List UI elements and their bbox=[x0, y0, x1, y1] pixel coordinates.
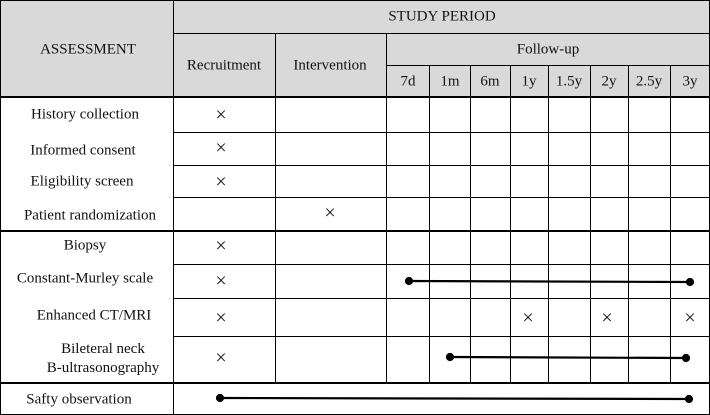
timepoint-6m: 6m bbox=[480, 73, 500, 90]
timepoint-7d: 7d bbox=[400, 73, 416, 90]
row-label-history-collection: History collection bbox=[31, 106, 139, 123]
constant-murley-start-dot bbox=[406, 278, 412, 284]
timepoint-2y: 2y bbox=[601, 73, 617, 90]
constant-murley-period-line bbox=[409, 281, 690, 282]
timepoint-2-5y: 2.5y bbox=[635, 73, 663, 90]
safety-start-dot bbox=[217, 395, 223, 401]
constant-murley-end-dot bbox=[687, 279, 693, 285]
safety-observation-line bbox=[220, 398, 689, 399]
row-label-constant-murley-scale: Constant-Murley scale bbox=[16, 270, 154, 287]
row-label-eligibility-screen: Eligibility screen bbox=[30, 173, 134, 190]
timepoint-1m: 1m bbox=[440, 73, 460, 90]
row-label-biopsy: Biopsy bbox=[63, 237, 107, 254]
ultrasonography-start-dot bbox=[447, 354, 453, 360]
row-label-patient-randomization: Patient randomization bbox=[23, 207, 157, 224]
mark-ct-1y: × bbox=[522, 307, 534, 329]
mark-ct-3y: × bbox=[684, 307, 696, 329]
recruitment-header: Recruitment bbox=[186, 57, 262, 74]
intervention-header: Intervention bbox=[293, 57, 367, 74]
ultrasonography-end-dot bbox=[683, 355, 689, 361]
mark-eligibility-recruitment: × bbox=[215, 171, 227, 193]
assessment-header: ASSESSMENT bbox=[40, 41, 136, 58]
mark-ct-2y: × bbox=[601, 307, 613, 329]
timepoint-3y: 3y bbox=[682, 73, 698, 90]
row-label-bilateral-neck-ultrasonography: Bileteral neck B-ultrasonography bbox=[46, 341, 160, 376]
study-period-header: STUDY PERIOD bbox=[388, 8, 496, 25]
mark-ct-recruitment: × bbox=[215, 307, 227, 329]
timepoint-1y: 1y bbox=[521, 73, 537, 90]
row-label-enhanced-ct-mri: Enhanced CT/MRI bbox=[36, 307, 152, 324]
timepoint-1-5y: 1.5y bbox=[555, 73, 583, 90]
mark-randomization-intervention: × bbox=[324, 202, 336, 224]
mark-ultrasonography-recruitment: × bbox=[215, 347, 227, 369]
row-label-informed-consent: Informed consent bbox=[30, 142, 136, 159]
mark-constant-recruitment: × bbox=[215, 270, 227, 292]
mark-consent-recruitment: × bbox=[215, 137, 227, 159]
safety-end-dot bbox=[686, 396, 692, 402]
follow-up-header: Follow-up bbox=[516, 41, 580, 58]
ultrasonography-period-line bbox=[450, 357, 686, 358]
mark-biopsy-recruitment: × bbox=[215, 235, 227, 257]
row-label-safety-observation: Safty observation bbox=[26, 391, 132, 408]
mark-history-recruitment: × bbox=[215, 104, 227, 126]
